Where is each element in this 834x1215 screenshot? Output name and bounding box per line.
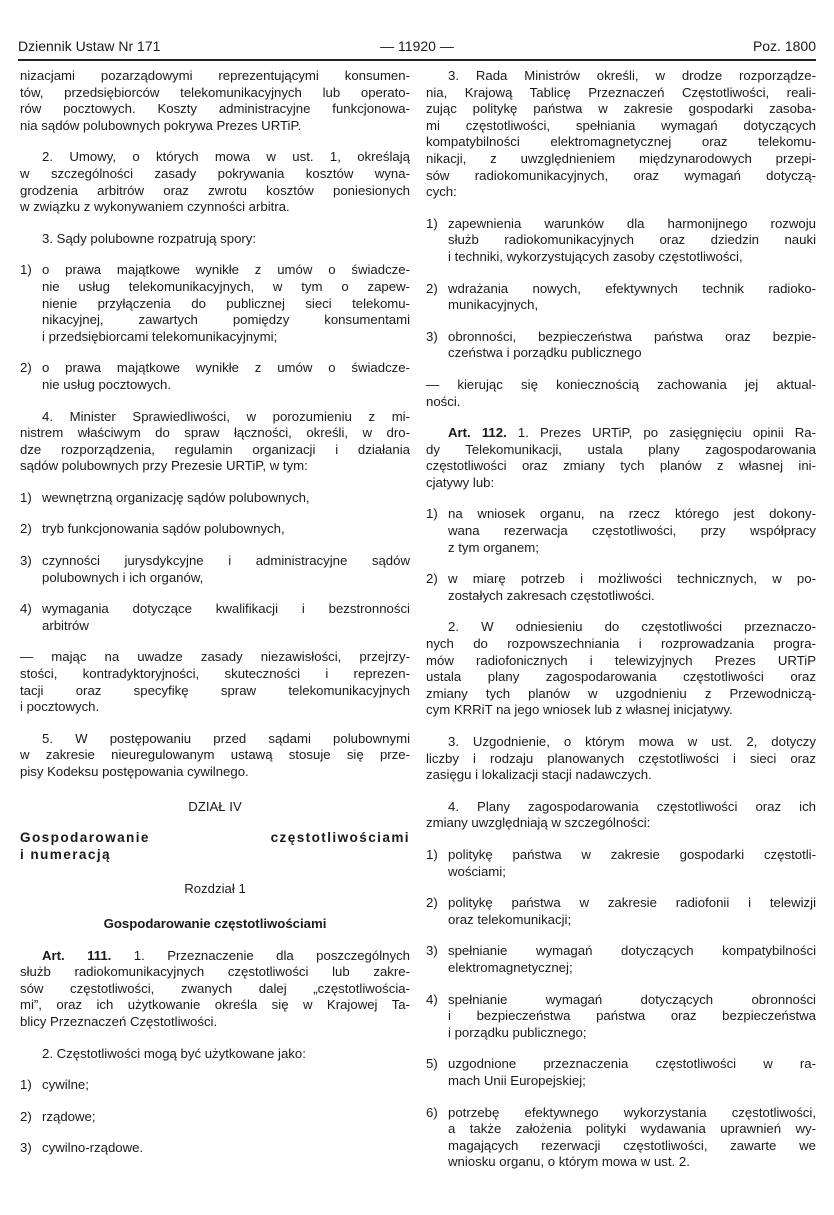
text-line: czeństwa i porządku publicznego: [448, 345, 642, 361]
text-line: nie usług pocztowych.: [42, 376, 172, 392]
list-item: [426, 1056, 816, 1089]
text-line: nistrem właściwym do spraw łączności, określi, w dro-: [20, 425, 410, 441]
text-line: rów pocztowych. Koszty administracyjne funkcjonowa-: [20, 101, 410, 117]
text-line: Gospodarowanie częstotliwościami: [103, 915, 327, 931]
text-line: wewnętrzną organizację sądów polubownych,: [42, 489, 310, 505]
list-item: [426, 992, 816, 1042]
paragraph: [426, 734, 816, 784]
list-number: 1): [20, 1077, 32, 1093]
text-line: uzgodnione przeznaczenia częstotliwości w ra-: [448, 1056, 816, 1072]
text-line: ności.: [426, 393, 461, 409]
text-line: cywilno-rządowe.: [42, 1140, 144, 1156]
list-number: 2): [20, 360, 32, 376]
text-line: potrzebę efektywnego wykorzystania częstotliwości,: [448, 1104, 816, 1120]
paragraph: [426, 425, 816, 491]
text-line: magających rezerwacji częstotliwości, zawarte we: [448, 1137, 816, 1153]
list-item: [20, 1109, 410, 1126]
list-number: 1): [20, 262, 32, 278]
text-line: częstotliwości oraz zmiany tych planów z własnej ini-: [426, 458, 816, 474]
list-item: [426, 216, 816, 266]
paragraph: [426, 377, 816, 410]
paragraph: [20, 231, 410, 248]
text-line: [426, 425, 816, 442]
text-line: [20, 948, 410, 965]
list-item: [426, 847, 816, 880]
text-line: 2. Umowy, o których mowa w ust. 1, określają: [42, 149, 410, 165]
list-item: [426, 895, 816, 928]
text-line: nia sądów polubownych pokrywa Prezes URTiP.: [20, 117, 302, 133]
paragraph: [426, 799, 816, 832]
text-line: politykę państwa w zakresie gospodarki częstotli-: [448, 846, 816, 862]
list-number: 3): [20, 1140, 32, 1156]
text-line: cym KRRiT na jego wniosek lub z własnej inicjatywy.: [426, 702, 733, 718]
text-line: wana rezerwacja częstotliwości, przy współpracy: [448, 523, 816, 539]
list-item: [20, 521, 410, 538]
list-item: [426, 329, 816, 362]
journal-title: Dziennik Ustaw Nr 171: [18, 38, 161, 54]
text-line: nikacyjnej, zawartych pomiędzy konsumentami: [42, 312, 410, 328]
text-line: 2. Częstotliwości mogą być użytkowane jako:: [42, 1045, 306, 1061]
text-line: o prawa majątkowe wynikłe z umów o świadcze-: [42, 360, 410, 376]
text-line: 2. W odniesieniu do częstotliwości przeznaczo-: [448, 619, 816, 635]
text-line: wniosku organu, o którym mowa w ust. 2.: [448, 1154, 690, 1170]
text-line: sów częstotliwości, zwanych dalej „częstotliwościa-: [20, 980, 410, 996]
text-line: służb radiokomunikacyjnych oraz dziedzin nauki: [448, 232, 816, 248]
text-line: i techniki, wykorzystujących zasoby częstotliwości,: [448, 248, 743, 264]
text-line: dy Telekomunikacji, ustala plany zagospodarowania: [426, 441, 816, 457]
text-line: zując politykę państwa w zakresie gospodarki zasoba-: [426, 101, 816, 117]
right-column: [426, 68, 816, 1171]
list-number: 1): [426, 215, 438, 231]
text-line: 4. Minister Sprawiedliwości, w porozumieniu z mi-: [42, 408, 410, 424]
text-line: służb radiokomunikacyjnych częstotliwości lub zakre-: [20, 964, 410, 980]
paragraph: [20, 948, 410, 1031]
running-header: [18, 38, 816, 56]
paragraph: [20, 731, 410, 781]
text-line: polubownych i ich organów,: [42, 569, 204, 585]
text-line: cywilne;: [42, 1077, 89, 1093]
list-item: [426, 506, 816, 556]
text-line: — kierując się koniecznością zachowania jej aktual-: [426, 376, 816, 392]
text-line: 3. Rada Ministrów określi, w drodze rozporządze-: [448, 68, 816, 83]
list-number: 3): [20, 553, 32, 569]
text-line-content: 1. Przeznaczenie dla poszczególnych: [111, 947, 410, 963]
text-line: zostałych zakresach częstotliwości.: [448, 587, 655, 603]
list-number: 1): [20, 489, 32, 505]
list-number: 3): [426, 328, 438, 344]
list-item: [20, 262, 410, 345]
text-line: w szczególności zasady pokrywania kosztów wyna-: [20, 165, 410, 181]
text-line: sów radiokomunikacyjnych, oraz wymagań dotyczą-: [426, 167, 816, 183]
text-line: DZIAŁ IV: [188, 798, 242, 814]
text-line: wdrażania nowych, efektywnych technik radioko-: [448, 280, 816, 296]
list-item: [426, 281, 816, 314]
text-line: grodzenia arbitrów oraz zwrotu kosztów poniesionych: [20, 182, 410, 198]
text-line: zapewnienia warunków dla harmonijnego rozwoju: [448, 215, 816, 231]
text-line: liczby i rodzaju planowanych częstotliwości i sieci oraz: [426, 750, 816, 766]
text-line: nia, Krajową Tablicę Przeznaczeń Częstotliwości, reali-: [426, 84, 816, 100]
text-line: na wniosek organu, na rzecz którego jest dokony-: [448, 506, 816, 522]
paragraph: [426, 68, 816, 201]
article-number: Art. 112.: [448, 425, 507, 441]
text-line: elektromagnetycznej;: [448, 959, 573, 975]
text-line: mach Unii Europejskiej;: [448, 1072, 586, 1088]
list-number: 1): [426, 846, 438, 862]
section-heading: [20, 830, 410, 863]
text-line: Rozdział 1: [184, 881, 246, 897]
text-line: z tym organem;: [448, 539, 539, 555]
text-line: 3. Sądy polubowne rozpatrują spory:: [42, 230, 257, 246]
section-heading: [20, 916, 410, 933]
text-line: tryb funkcjonowania sądów polubownych,: [42, 521, 285, 537]
list-number: 2): [20, 521, 32, 537]
list-item: [426, 1105, 816, 1171]
text-line: w związku z wykonywaniem czynności arbitra.: [20, 199, 290, 215]
text-line: obronności, bezpieczeństwa państwa oraz bezpie-: [448, 328, 816, 344]
list-item: [20, 601, 410, 634]
list-number: 6): [426, 1104, 438, 1120]
text-line: zasięgu i lokalizacji stacji nadawczych.: [426, 767, 652, 783]
text-line: rządowe;: [42, 1108, 96, 1124]
paragraph: [20, 1046, 410, 1063]
text-line: 4. Plany zagospodarowania częstotliwości oraz ich: [448, 798, 816, 814]
list-item: [426, 571, 816, 604]
article-number: Art. 111.: [42, 947, 112, 963]
paragraph: [20, 409, 410, 475]
text-line: blicy Przeznaczeń Częstotliwości.: [20, 1013, 218, 1029]
text-line: stości, kontradyktoryjności, skuteczności i reprezen-: [20, 666, 410, 682]
text-line: sądów polubownych przy Prezesie URTiP, w tym:: [20, 458, 308, 474]
text-line: mi”, oraz ich użytkowanie określa się w Krajowej Ta-: [20, 997, 410, 1013]
text-line: pisy Kodeksu postępowania cywilnego.: [20, 764, 249, 779]
text-line-content: 1. Prezes URTiP, po zasięgnięciu opinii Ra-: [506, 425, 816, 441]
text-line: wymagania dotyczące kwalifikacji i bezstronności: [42, 601, 410, 617]
position-number: Poz. 1800: [752, 38, 816, 54]
text-line: cjatywy lub:: [426, 474, 495, 490]
text-line: dze rozporządzenia, regulamin organizacji i działania: [20, 441, 410, 457]
text-line: spełnianie wymagań dotyczących kompatybilności: [448, 943, 816, 959]
text-line: i bezpieczeństwa państwa oraz bezpieczeństwa: [448, 1008, 816, 1024]
list-number: 2): [426, 280, 438, 296]
text-line: nie usług telekomunikacyjnych, w tym o zapew-: [42, 278, 410, 294]
page-number: — 11920 —: [380, 38, 454, 54]
text-line: kompatybilności elektromagnetycznej oraz telekomu-: [426, 134, 816, 150]
paragraph: [426, 619, 816, 719]
list-number: 5): [426, 1056, 438, 1072]
text-line: ustala plany zagospodarowania częstotliwości oraz: [426, 669, 816, 685]
text-line: nizacjami pozarządowymi reprezentującymi konsumen-: [20, 68, 410, 83]
list-number: 4): [426, 991, 438, 1007]
section-heading: [20, 881, 410, 898]
list-item: [20, 1140, 410, 1157]
text-line: cych:: [426, 184, 457, 200]
left-column: [20, 68, 410, 1157]
text-line: nienie przyłączenia do publicznej sieci telekomu-: [42, 295, 410, 311]
text-line: o prawa majątkowe wynikłe z umów o świadcze-: [42, 262, 410, 278]
text-line: zmiany uwzględniają w szczególności:: [426, 815, 651, 831]
list-item: [20, 360, 410, 393]
text-line: wościami;: [448, 863, 506, 879]
text-line: mów radiofonicznych i telewizyjnych Prezes URTiP: [426, 652, 816, 668]
text-line: i pocztowych.: [20, 699, 100, 715]
text-line: w zakresie nieuregulowanym ustawą stosuje się prze-: [20, 747, 410, 763]
list-number: 1): [426, 506, 438, 522]
text-line: spełnianie wymagań dotyczących obronności: [448, 991, 816, 1007]
text-line: w miarę potrzeb i możliwości technicznych, w po-: [448, 571, 816, 587]
text-line: politykę państwa w zakresie radiofonii i telewizji: [448, 895, 816, 911]
list-number: 4): [20, 601, 32, 617]
text-line: 3. Uzgodnienie, o którym mowa w ust. 2, dotyczy: [448, 734, 816, 749]
text-line: 5. W postępowaniu przed sądami polubownymi: [42, 730, 410, 746]
text-line: nych do rozpowszechniania i rozprowadzania progra-: [426, 636, 816, 652]
paragraph: [20, 649, 410, 715]
text-line: czynności jurysdykcyjne i administracyjne sądów: [42, 553, 410, 569]
list-item: [426, 943, 816, 976]
text-line: arbitrów: [42, 617, 89, 633]
list-item: [20, 490, 410, 507]
text-line: Gospodarowanie częstotliwościami: [20, 830, 410, 846]
text-line: i numeracją: [20, 846, 111, 862]
text-line: zmiany tych planów w uzgodnieniu z Przewodniczą-: [426, 685, 816, 701]
text-line: tów, przedsiębiorców telekomunikacyjnych lub operato-: [20, 84, 410, 100]
text-line: — mając na uwadze zasady niezawisłości, przejrzy-: [20, 649, 410, 665]
paragraph: [20, 149, 410, 215]
text-line: munikacyjnych,: [448, 297, 539, 313]
text-line: mi częstotliwości, spełniania wymagań dotyczących: [426, 117, 816, 133]
text-line: a także założenia polityki wydawania uprawnień wy-: [448, 1121, 816, 1137]
text-line: tacji oraz specyfikę spraw telekomunikacyjnych: [20, 682, 410, 698]
list-number: 2): [20, 1108, 32, 1124]
paragraph: [20, 68, 410, 134]
list-item: [20, 1077, 410, 1094]
list-number: 2): [426, 895, 438, 911]
text-line: oraz telekomunikacji;: [448, 911, 572, 927]
section-heading: [20, 799, 410, 816]
list-number: 3): [426, 943, 438, 959]
header-rule: [18, 59, 816, 61]
text-line: i przedsiębiorcami telekomunikacyjnymi;: [42, 328, 278, 344]
text-line: nikacji, z uwzględnieniem międzynarodowych przepi-: [426, 150, 816, 166]
list-item: [20, 553, 410, 586]
text-line: i porządku publicznego;: [448, 1024, 587, 1040]
list-number: 2): [426, 571, 438, 587]
